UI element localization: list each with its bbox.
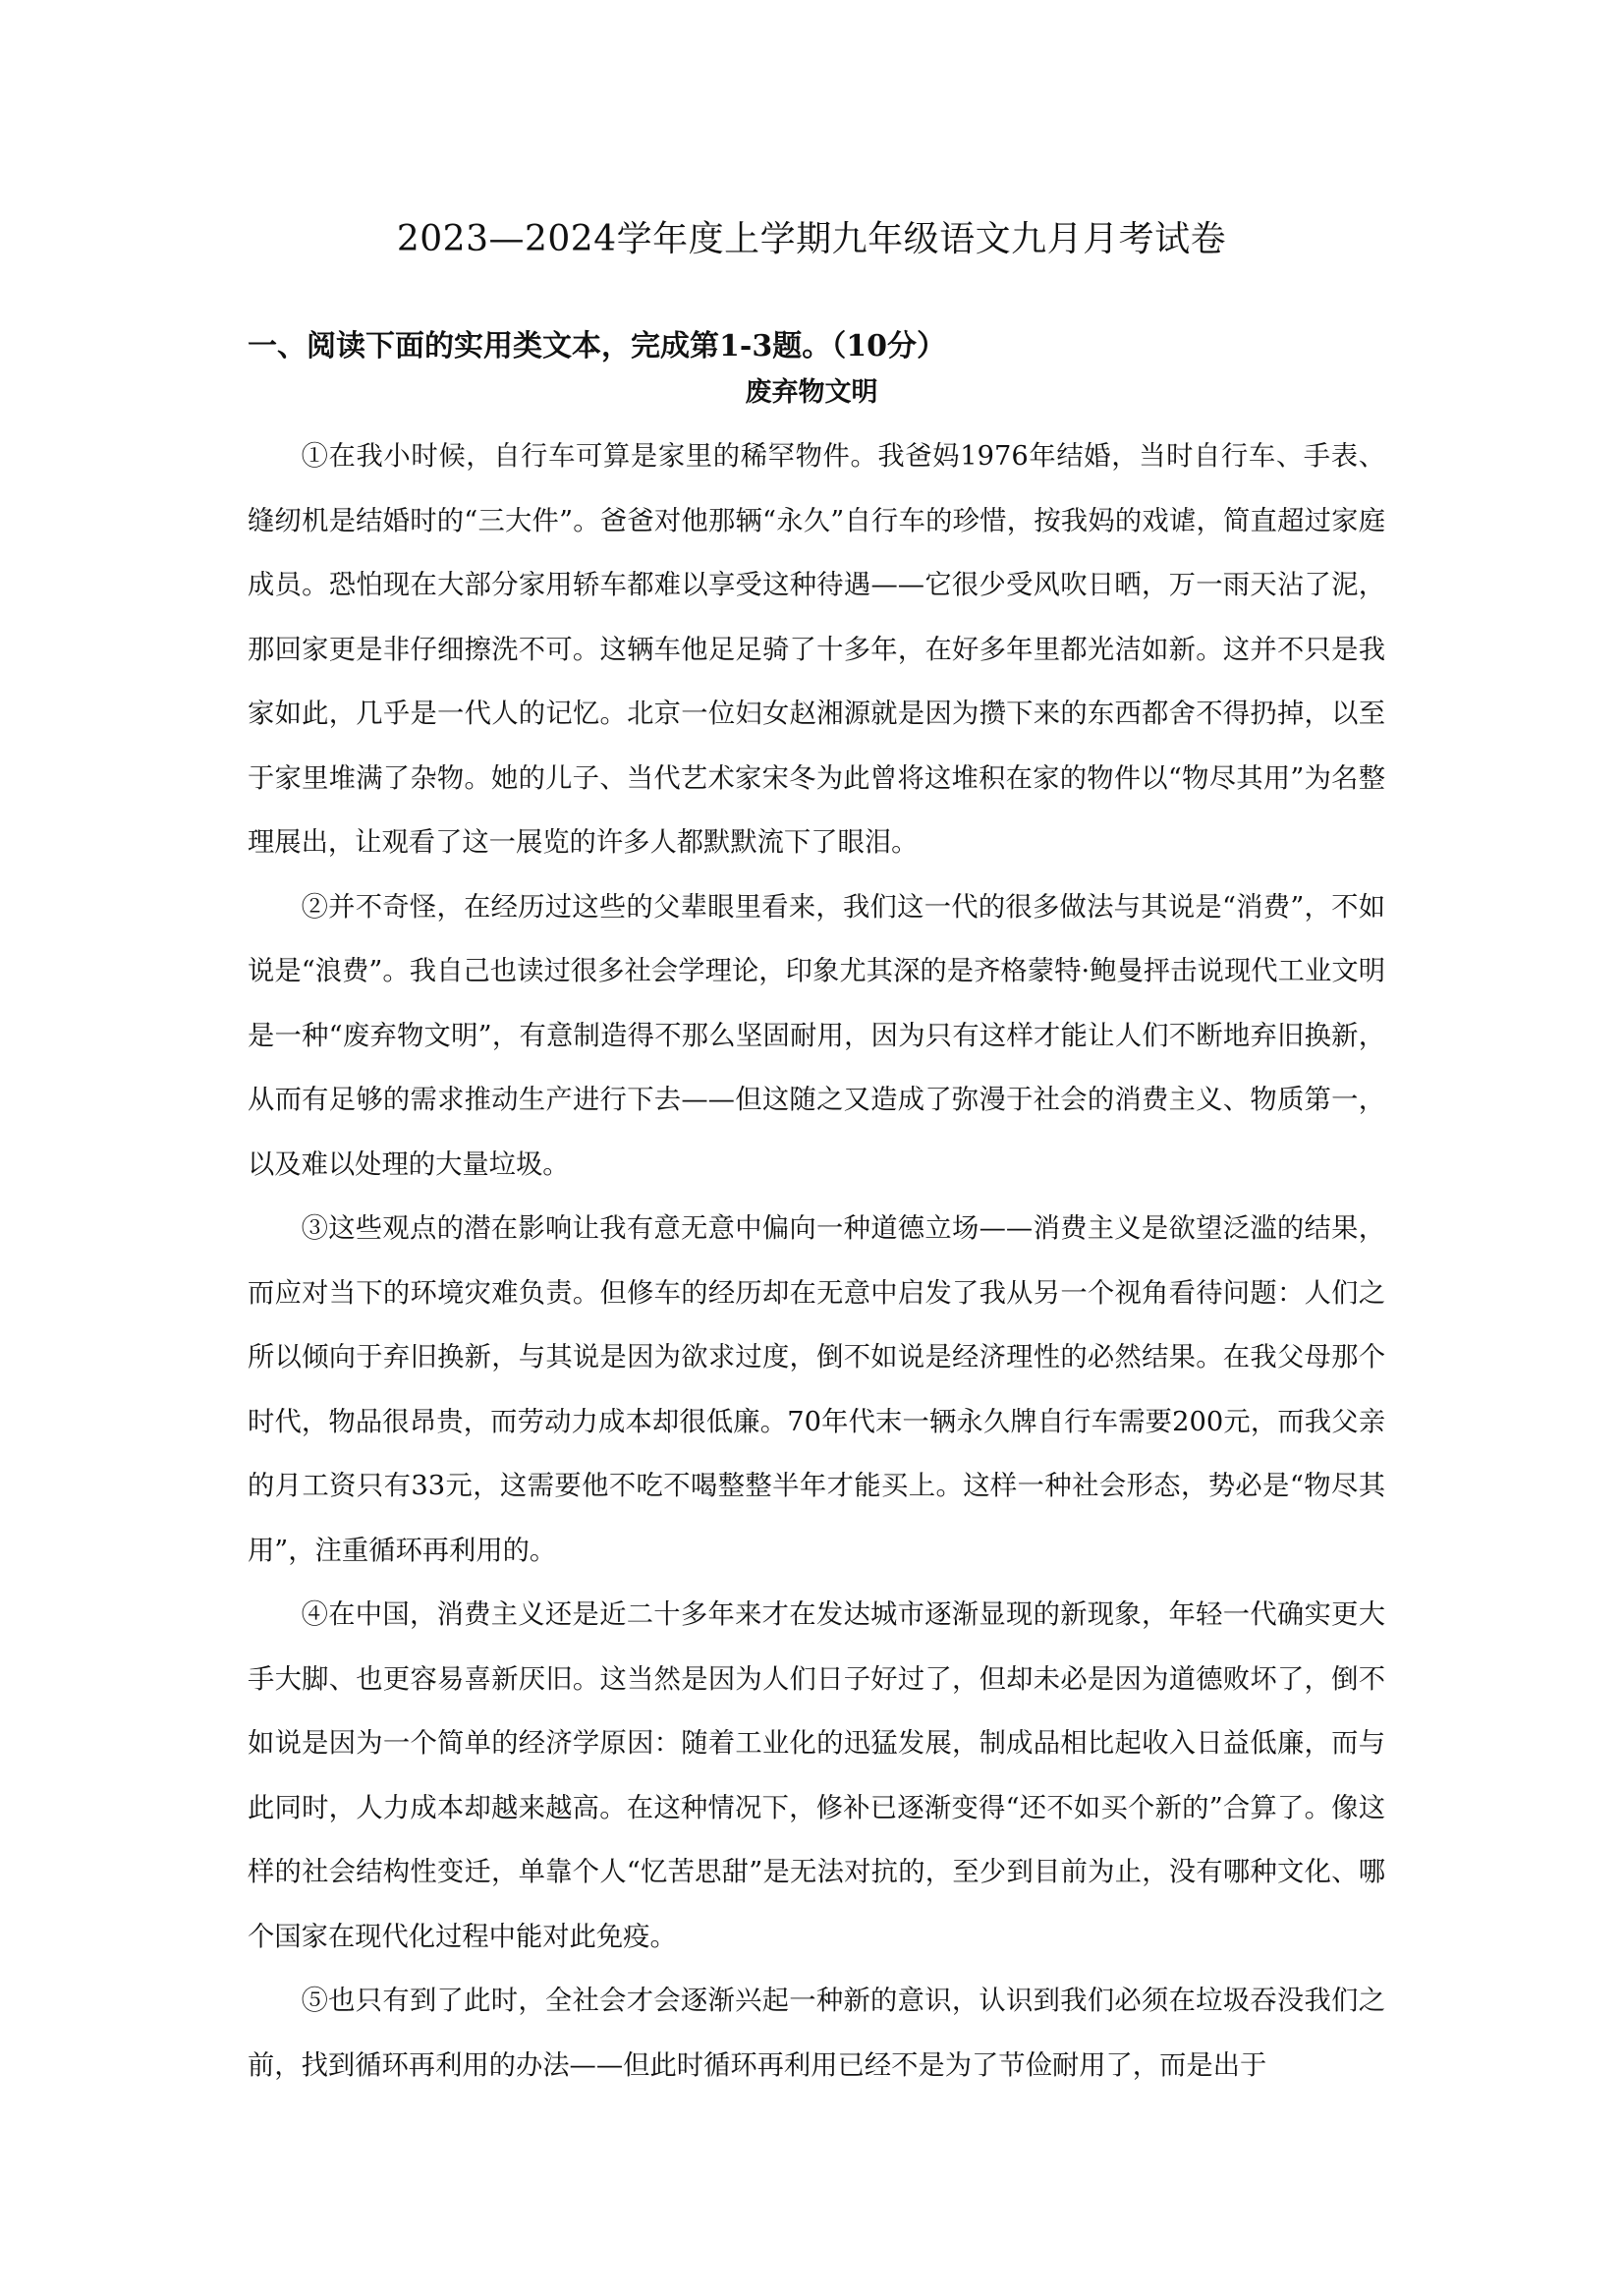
paragraph-5: ⑤也只有到了此时，全社会才会逐渐兴起一种新的意识，认识到我们必须在垃圾吞没我们之前，找到循环再利用的办法——但此时循环再利用已经不是为了节俭耐用了，而是出于 (248, 1986, 1385, 2081)
paragraph-1: ①在我小时候，自行车可算是家里的稀罕物件。我爸妈1976年结婚，当时自行车、手表、缝纫机是结婚时的“三大件”。爸爸对他那辆“永久”自行车的珍惜，按我妈的戏谑，简直超过家庭成员。恐怕现在大部分家用轿车都难以享受这种待遇——它很少受风吹日晒，万一雨天沾了泥，那回家更是非仔细擦洗不可。这辆车他足足骑了十多年，在好多年里都光洁如新。这并不只是我家如此，几乎是一代人的记忆。北京一位妇女赵湘源就是因为攒下来的东西都舍不得扔掉，以至于家里堆满了杂物。她的儿子、当代艺术家宋冬为此曾将这堆积在家的物件以“物尽其用”为名整理展出，让观看了这一展览的许多人都默默流下了眼泪。 (248, 441, 1385, 858)
section-heading: 一、阅读下面的实用类文本，完成第1-3题。（10分） (248, 329, 946, 364)
paragraph-3: ③这些观点的潜在影响让我有意无意中偏向一种道德立场——消费主义是欲望泛滥的结果，而应对当下的环境灾难负责。但修车的经历却在无意中启发了我从另一个视角看待问题：人们之所以倾向于弃旧换新，与其说是因为欲求过度，倒不如说是经济理性的必然结果。在我父母那个时代，物品很昂贵，而劳动力成本却很低廉。70年代末一辆永久牌自行车需要200元，而我父亲的月工资只有33元，这需要他不吃不喝整整半年才能买上。这样一种社会形态，势必是“物尽其用”，注重循环再利用的。 (248, 1213, 1385, 1566)
paragraph-4: ④在中国，消费主义还是近二十多年来才在发达城市逐渐显现的新现象，年轻一代确实更大手大脚、也更容易喜新厌旧。这当然是因为人们日子好过了，但却未必是因为道德败坏了，倒不如说是因为一个简单的经济学原因：随着工业化的迅猛发展，制成品相比起收入日益低廉，而与此同时，人力成本却越来越高。在这种情况下，修补已逐渐变得“还不如买个新的”合算了。像这样的社会结构性变迁，单靠个人“忆苦思甜”是无法对抗的，至少到目前为止，没有哪种文化、哪个国家在现代化过程中能对此免疫。 (248, 1599, 1385, 1952)
exam-title: 2023—2024学年度上学期九年级语文九月月考试卷 (396, 219, 1227, 259)
article-body (248, 424, 1385, 2098)
article-title: 废弃物文明 (745, 377, 878, 408)
paragraph-2: ②并不奇怪，在经历过这些的父辈眼里看来，我们这一代的很多做法与其说是“消费”，不如说是“浪费”。我自己也读过很多社会学理论，印象尤其深的是齐格蒙特·鲍曼抨击说现代工业文明是一种“废弃物文明”，有意制造得不那么坚固耐用，因为只有这样才能让人们不断地弃旧换新，从而有足够的需求推动生产进行下去——但这随之又造成了弥漫于社会的消费主义、物质第一，以及难以处理的大量垃圾。 (248, 891, 1385, 1180)
